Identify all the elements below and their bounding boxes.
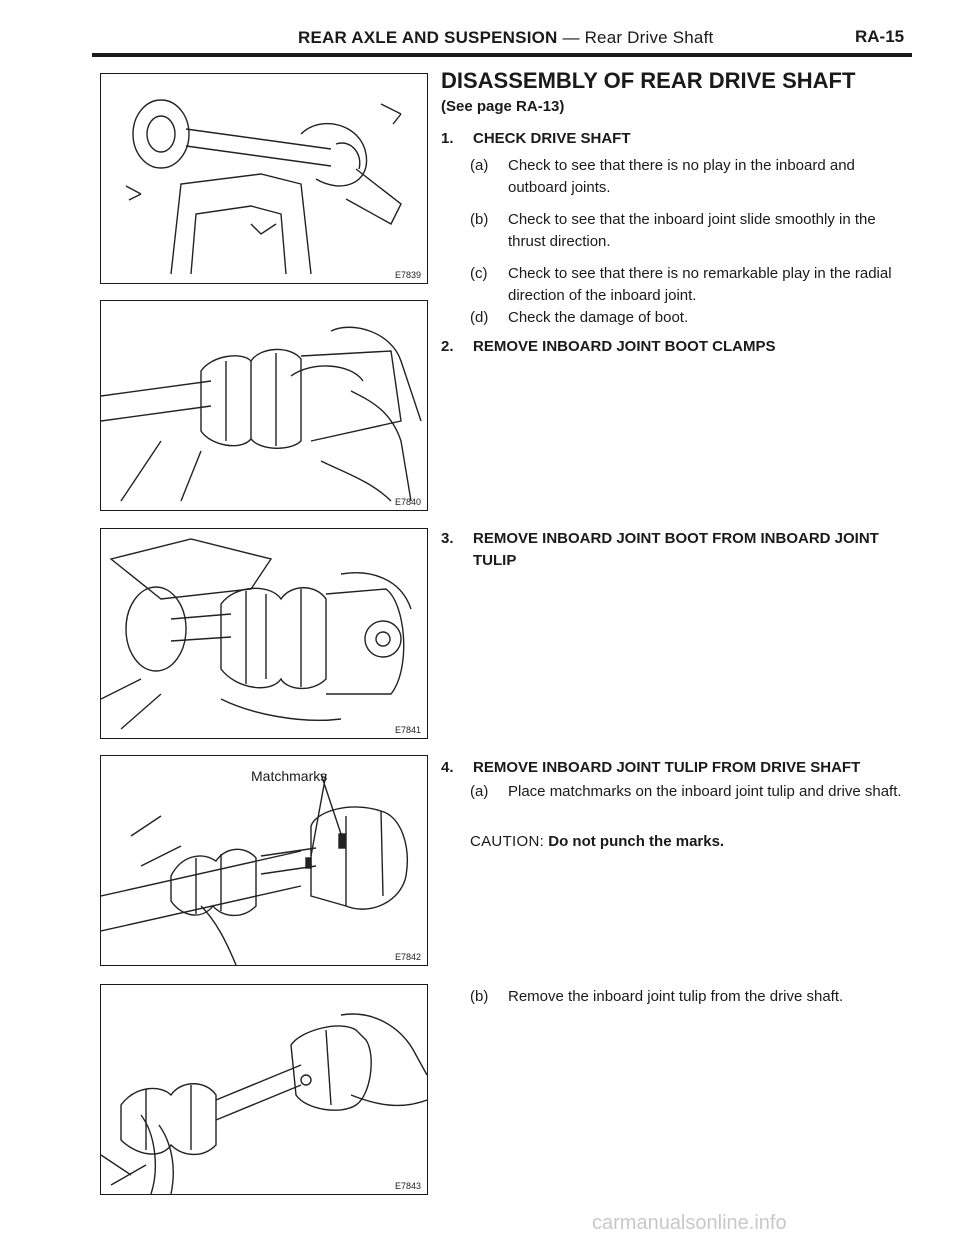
- step-title: REMOVE INBOARD JOINT BOOT CLAMPS: [473, 338, 776, 355]
- figure-code: E7839: [394, 270, 421, 280]
- step-number: 1.: [441, 130, 454, 147]
- sub-text: Check to see that the inboard joint slide smoothly in the thrust direction.: [508, 211, 876, 250]
- step-number: 2.: [441, 338, 454, 355]
- figure-5-illustration: [101, 985, 427, 1194]
- step-number: 3.: [441, 530, 454, 547]
- section-title: DISASSEMBLY OF REAR DRIVE SHAFT: [441, 68, 856, 93]
- header-title-main: REAR AXLE AND SUSPENSION: [298, 28, 558, 47]
- figure-code: E7843: [394, 1181, 421, 1191]
- step-title: CHECK DRIVE SHAFT: [473, 130, 631, 147]
- sub-label: (d): [470, 309, 489, 326]
- figure-5-remove-tulip: [100, 984, 428, 1195]
- figure-2-illustration: [101, 301, 427, 510]
- figure-code: E7842: [394, 952, 421, 962]
- header-title-sub: Rear Drive Shaft: [584, 28, 714, 47]
- sub-text: Check to see that there is no remarkable play in the radial direction of the inboard joint.: [508, 265, 892, 304]
- sub-label: (a): [470, 783, 489, 800]
- sub-label: (a): [470, 157, 489, 174]
- sub-label: (b): [470, 211, 489, 228]
- page-number: RA-15: [855, 27, 905, 46]
- figure-3-remove-boot: [100, 528, 428, 739]
- figure-2-remove-boot-clamps: [100, 300, 428, 511]
- step-title: REMOVE INBOARD JOINT BOOT FROM INBOARD JOINT TULIP: [473, 530, 879, 569]
- watermark: carmanualsonline.info: [592, 1212, 787, 1234]
- sub-text: Remove the inboard joint tulip from the drive shaft.: [508, 988, 844, 1005]
- figure-code: E7841: [394, 725, 421, 735]
- header-rule: [92, 53, 912, 57]
- matchmarks-callout: Matchmarks: [251, 768, 328, 784]
- figure-4-matchmarks: [100, 755, 428, 966]
- header-title: [298, 28, 713, 48]
- figure-1-check-drive-shaft: [100, 73, 428, 284]
- sub-text: Check to see that there is no play in the inboard and outboard joints.: [508, 157, 855, 196]
- section-reference: (See page RA-13): [441, 98, 565, 115]
- sub-text: Check the damage of boot.: [508, 309, 689, 326]
- figure-1-illustration: [101, 74, 427, 283]
- figure-3-illustration: [101, 529, 427, 738]
- header-title-separator: —: [557, 28, 585, 47]
- figure-code: E7840: [394, 497, 421, 507]
- caution-text: Do not punch the marks.: [548, 833, 725, 850]
- step-number: 4.: [441, 759, 454, 776]
- sub-label: (b): [470, 988, 489, 1005]
- sub-text: Place matchmarks on the inboard joint tulip and drive shaft.: [508, 783, 902, 800]
- caution-label: CAUTION:: [470, 833, 545, 850]
- step-title: REMOVE INBOARD JOINT TULIP FROM DRIVE SHAFT: [473, 759, 861, 776]
- figure-4-illustration: [101, 756, 427, 965]
- sub-label: (c): [470, 265, 488, 282]
- caution-note: [470, 833, 724, 850]
